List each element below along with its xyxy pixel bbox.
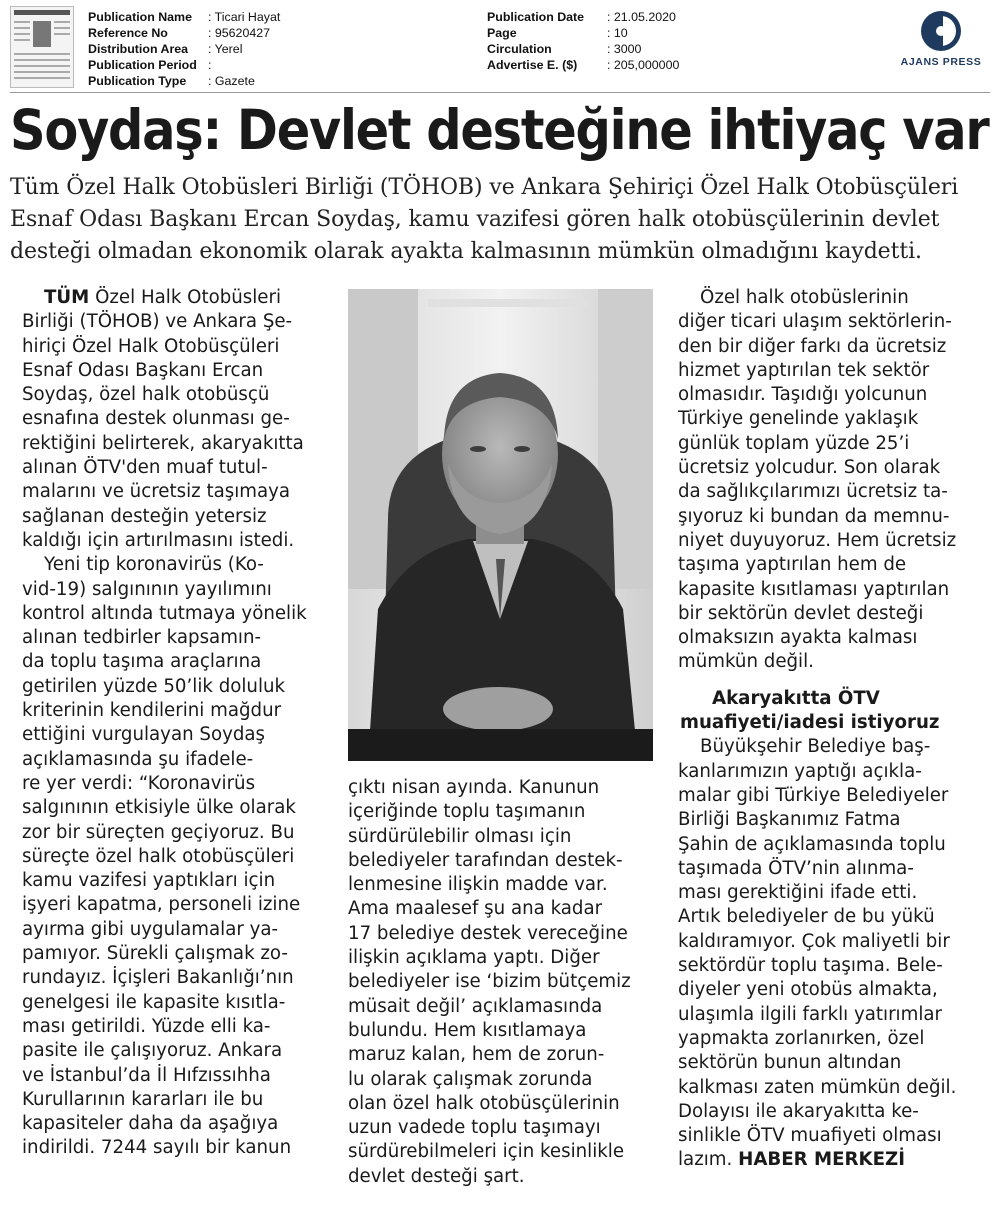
deck-line: Tüm Özel Halk Otobüsleri Birliği (TÖHOB) ve Ankara Şehiriçi Özel Halk Otobüsçüleri xyxy=(10,175,959,200)
body-line: bir sektörün devlet desteği xyxy=(678,602,924,624)
meta-label: Reference No xyxy=(88,26,168,40)
body-line: olmaksızın ayakta kalması xyxy=(678,627,918,649)
body-line: hiriçi Özel Halk Otobüsçüleri xyxy=(22,335,280,357)
body-line: da sağlıkçılarımızı ücretsiz ta- xyxy=(678,481,948,503)
body-line: Ama maalesef şu ana kadar xyxy=(348,898,603,920)
body-line: ması gerektiğini ifade etti. xyxy=(678,882,918,904)
deck-line: desteği olmadan ekonomik olarak ayakta kalmasının mümkün olmadığını kaydetti. xyxy=(10,239,922,264)
publication-meta-right xyxy=(487,9,679,73)
body-line: 17 belediye destek vereceğine xyxy=(348,922,628,944)
meta-label: Page xyxy=(487,26,517,40)
body-line: müsait değil’ açıklamasında xyxy=(348,995,603,1017)
body-line: olmasıdır. Taşıdığı yolcunun xyxy=(678,384,928,406)
body-line: Yeni tip koronavirüs (Ko- xyxy=(44,554,264,576)
logo-text: AJANS PRESS xyxy=(900,56,982,68)
meta-row xyxy=(88,25,280,41)
body-line: getirilen yüzde 50’lik doluluk xyxy=(22,675,286,697)
subheading-line: muafiyeti/iadesi istiyoruz xyxy=(680,712,940,734)
article-headline: Soydaş: Devlet desteğine ihtiyaç var xyxy=(10,98,989,162)
body-line: uzun vadede toplu taşımayı xyxy=(348,1117,601,1139)
article-column-2 xyxy=(348,776,658,1189)
body-line: alınan ÖTV'den muaf tutul- xyxy=(22,457,268,479)
body-line: yapmakta zorlanırken, özel xyxy=(678,1027,925,1049)
body-line: esnafına destek olunması ge- xyxy=(22,408,290,430)
body-line: malar gibi Türkiye Belediyeler xyxy=(678,784,949,806)
meta-label: Advertise E. ($) xyxy=(487,58,578,72)
body-line: pasite ile çalışıyoruz. Ankara xyxy=(22,1040,283,1062)
meta-value: : 3000 xyxy=(607,42,642,56)
body-line: taşıma yaptırılan hem de xyxy=(678,554,907,576)
body-line: salgınının etkisiyle ülke olarak xyxy=(22,797,296,819)
meta-label: Publication Type xyxy=(88,74,187,88)
body-line: kapasiteler daha da aşağıya xyxy=(22,1113,279,1135)
meta-label: Publication Date xyxy=(487,10,585,24)
body-line: Artık belediyeler de bu yükü xyxy=(678,906,935,928)
article-subheading xyxy=(678,687,978,736)
body-line: süreçte özel halk otobüsçüleri xyxy=(22,845,295,867)
body-line: Birliği (TÖHOB) ve Ankara Şe- xyxy=(22,311,293,333)
meta-value: : Ticari Hayat xyxy=(208,10,281,24)
body-line: niyet duyuyoruz. Hem ücretsiz xyxy=(678,529,957,551)
body-line: kaldığı için artırılmasını istedi. xyxy=(22,529,295,551)
body-line: içeriğinde toplu taşımanın xyxy=(348,801,586,823)
body-line: re yer verdi: “Koronavirüs xyxy=(22,772,256,794)
body-line: alınan tedbirler kapsamın- xyxy=(22,627,262,649)
body-line: da toplu taşıma araçlarına xyxy=(22,651,262,673)
meta-value: : 205,000000 xyxy=(607,58,680,72)
body-line: Büyükşehir Belediye baş- xyxy=(700,736,931,758)
body-line: sektördür toplu taşıma. Bele- xyxy=(678,955,943,977)
meta-value: : Yerel xyxy=(208,42,243,56)
last-word: lazım. xyxy=(678,1149,733,1171)
body-line xyxy=(678,1148,978,1172)
meta-label: Publication Period xyxy=(88,58,197,72)
body-line: işyeri kapatma, personeli izine xyxy=(22,894,301,916)
body-line: diyeler yeni otobüs almakta, xyxy=(678,979,938,1001)
body-line: Türkiye genelinde yaklaşık xyxy=(678,408,919,430)
meta-value: : xyxy=(208,58,212,72)
meta-label: Circulation xyxy=(487,42,552,56)
lead-rest: Özel Halk Otobüsleri xyxy=(89,287,282,308)
meta-value: : 21.05.2020 xyxy=(607,10,676,24)
body-line: lenmesine ilişkin madde var. xyxy=(348,874,608,896)
body-line: zor bir süreçten geçiyoruz. Bu xyxy=(22,821,295,843)
portrait-photo xyxy=(348,289,653,761)
article-column-1 xyxy=(22,286,327,1161)
lead-word: TÜM xyxy=(44,287,90,308)
body-line: çıktı nisan ayında. Kanunun xyxy=(348,777,600,798)
body-line: kalkması zaten mümkün değil. xyxy=(678,1076,957,1098)
subheading-line: Akaryakıtta ÖTV xyxy=(712,687,880,709)
body-line: rektiğini belirterek, akaryakıtta xyxy=(22,432,304,454)
body-line: ücretsiz yolcudur. Son olarak xyxy=(678,457,941,479)
body-line: bulundu. Hem kısıtlamaya xyxy=(348,1019,587,1041)
meta-row xyxy=(88,41,280,57)
body-line: açıklamasında şu ifadele- xyxy=(22,748,254,770)
body-line: hizmet yaptırılan tek sektör xyxy=(678,359,930,381)
meta-row xyxy=(88,57,280,73)
body-line: diğer ticari ulaşım sektörlerin- xyxy=(678,311,952,333)
body-line: devlet desteği şart. xyxy=(348,1165,525,1187)
publication-meta-left xyxy=(88,9,280,89)
meta-value: : 10 xyxy=(607,26,628,40)
meta-row xyxy=(487,9,679,25)
body-line: vid-19) salgınının yayılımını xyxy=(22,578,272,600)
body-line: Dolayısı ile akaryakıtta ke- xyxy=(678,1100,919,1122)
meta-row xyxy=(88,73,280,89)
body-line: kamu vazifesi yaptıkları için xyxy=(22,870,276,892)
body-line: rundayız. İçişleri Bakanlığı’nın xyxy=(22,967,294,989)
body-line: sürdürebilmeleri için kesinlikle xyxy=(348,1141,625,1163)
ajans-press-logo-icon xyxy=(918,8,964,54)
body-line: belediyeler ise ‘bizim bütçemiz xyxy=(348,971,631,993)
page-thumbnail xyxy=(10,6,74,88)
meta-label: Publication Name xyxy=(88,10,192,24)
body-line: ilişkin açıklama yaptı. Diğer xyxy=(348,947,600,969)
meta-row xyxy=(487,57,679,73)
body-line: mümkün değil. xyxy=(678,651,814,673)
body-line: lu olarak çalışmak zorunda xyxy=(348,1068,593,1090)
body-line: taşımada ÖTV’nin alınma- xyxy=(678,857,914,879)
body-line: maruz kalan, hem de zorun- xyxy=(348,1044,605,1066)
body-line: kriterinin kendilerini mağdur xyxy=(22,700,282,722)
body-line: kapasite kısıtlaması yaptırılan xyxy=(678,578,950,600)
article-photo xyxy=(348,289,653,761)
body-line: kanlarımızın yaptığı açıkla- xyxy=(678,760,922,782)
body-line: ettiğini vurgulayan Soydaş xyxy=(22,724,266,746)
article-column-3 xyxy=(678,286,978,1173)
ajans-press-logo xyxy=(893,8,989,80)
meta-value: : 95620427 xyxy=(208,26,271,40)
deck-line: Esnaf Odası Başkanı Ercan Soydaş, kamu vazifesi gören halk otobüsçülerinin devlet xyxy=(10,207,940,232)
body-line: pamıyor. Sürekli çalışmak zo- xyxy=(22,943,288,965)
body-line: ayırma gibi uygulamalar ya- xyxy=(22,918,279,940)
article-deck xyxy=(10,172,990,268)
body-line: den bir diğer farkı da ücretsiz xyxy=(678,335,947,357)
body-line: Soydaş, özel halk otobüsçü xyxy=(22,384,270,406)
meta-label: Distribution Area xyxy=(88,42,189,56)
body-line: sağlanan desteğin yetersiz xyxy=(22,505,267,527)
meta-value: : Gazete xyxy=(208,74,255,88)
body-line: Esnaf Odası Başkanı Ercan xyxy=(22,359,264,381)
body-line: sürdürülebilir olması için xyxy=(348,825,572,847)
body-line: olan özel halk otobüsçülerinin xyxy=(348,1092,620,1114)
body-line: Özel halk otobüslerinin xyxy=(700,287,909,308)
body-line: Birliği Başkanımız Fatma xyxy=(678,809,901,831)
meta-row xyxy=(487,41,679,57)
body-line: indirildi. 7244 sayılı bir kanun xyxy=(22,1137,292,1159)
body-line xyxy=(22,286,327,310)
body-line: ması getirildi. Yüzde elli ka- xyxy=(22,1015,271,1037)
body-line: belediyeler tarafından destek- xyxy=(348,849,623,871)
body-line: ulaşımla ilgili farklı yatırımlar xyxy=(678,1003,943,1025)
body-line: Kurullarının kararları ile bu xyxy=(22,1088,264,1110)
body-line: kontrol altında tutmaya yönelik xyxy=(22,602,307,624)
meta-row xyxy=(487,25,679,41)
body-line: ve İstanbul’da İl Hıfzıssıhha xyxy=(22,1064,271,1086)
body-line: genelgesi ile kapasite kısıtla- xyxy=(22,991,286,1013)
body-line: kaldıramıyor. Çok maliyetli bir xyxy=(678,930,950,952)
body-line: Şahin de açıklamasında toplu xyxy=(678,833,946,855)
body-line: sinlikle ÖTV muafiyeti olması xyxy=(678,1125,942,1147)
body-line: malarını ve ücretsiz taşımaya xyxy=(22,481,291,503)
body-line: şıyoruz ki bundan da memnu- xyxy=(678,505,950,527)
meta-row xyxy=(88,9,280,25)
author-signature: HABER MERKEZİ xyxy=(738,1149,906,1171)
body-line: günlük toplam yüzde 25’i xyxy=(678,432,910,454)
body-line: sektörün bunun altından xyxy=(678,1052,902,1074)
